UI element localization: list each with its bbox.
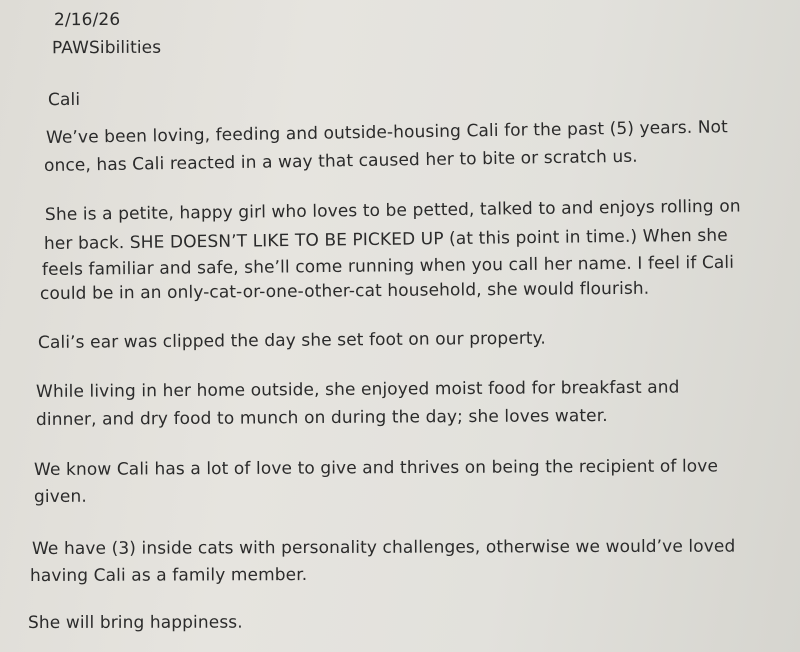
paragraph-2-line: feels familiar and safe, she’ll come running when you call her name. I feel if Cali [41,252,735,280]
paragraph-5-line: given. [33,486,87,507]
paragraph-6-line: We have (3) inside cats with personality challenges, otherwise we would’ve loved [31,536,736,559]
letter-closing: She will bring happiness. [27,612,243,633]
paragraph-2-line: She is a petite, happy girl who loves to be petted, talked to and enjoys rolling on [44,196,741,225]
paragraph-1-line: We’ve been loving, feeding and outside-housing Cali for the past (5) years. Not [45,117,729,148]
letter-organization: PAWSibilities [51,37,162,59]
paragraph-6-line: having Cali as a family member. [29,565,308,586]
letter-date: 2/16/26 [53,9,121,31]
letter-subject: Cali [47,89,81,111]
paragraph-2-line: her back. SHE DOESN’T LIKE TO BE PICKED UP (at this point in time.) When she [43,225,728,254]
paragraph-4-line: dinner, and dry food to munch on during the day; she loves water. [35,406,608,430]
paragraph-3-line: Cali’s ear was clipped the day she set foot on our property. [37,328,546,353]
paragraph-4-line: While living in her home outside, she enjoyed moist food for breakfast and [35,377,680,402]
paragraph-5-line: We know Cali has a lot of love to give and thrives on being the recipient of love [33,456,719,480]
paragraph-2-line: could be in an only-cat-or-one-other-cat household, she would flourish. [39,278,650,304]
paragraph-1-line: once, has Cali reacted in a way that caused her to bite or scratch us. [43,146,638,176]
